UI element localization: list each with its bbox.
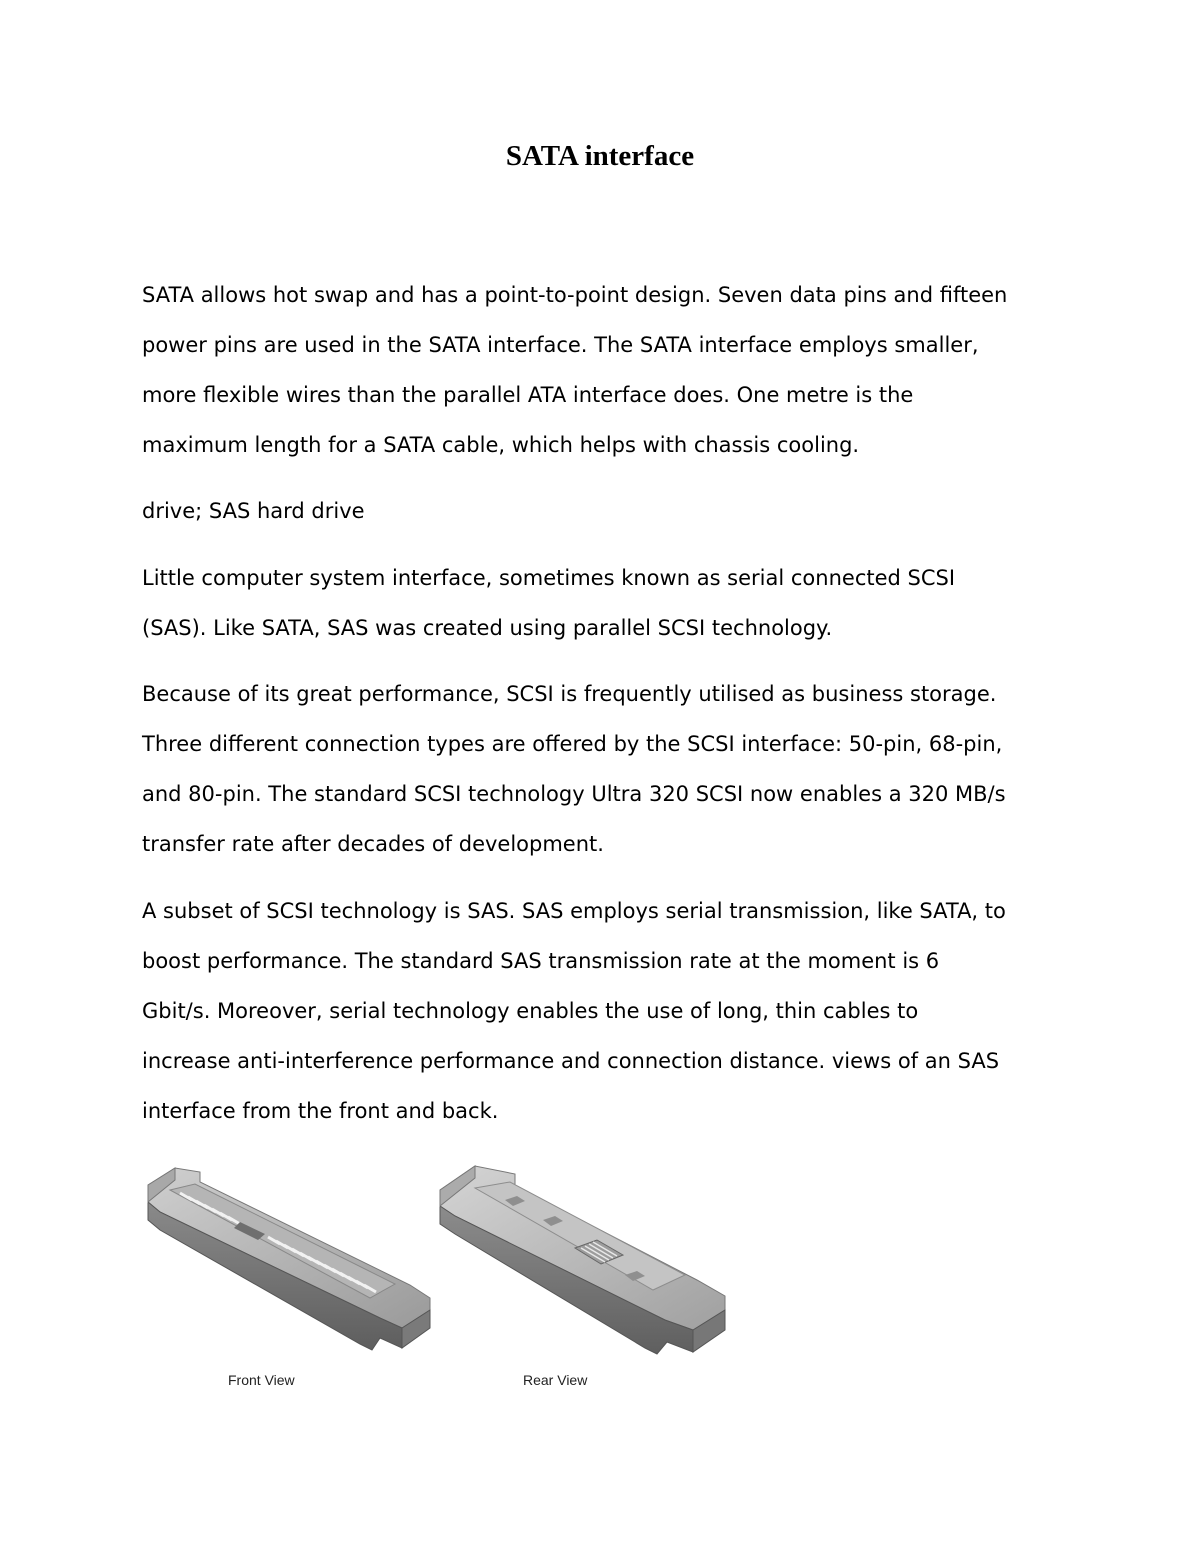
text-line: drive; SAS hard drive xyxy=(142,499,365,523)
sas-rear-view-image xyxy=(435,1160,735,1360)
text-line: Because of its great performance, SCSI is frequently utilised as business storage. xyxy=(142,682,997,706)
text-line: increase anti-interference performance and connection distance. views of an SAS xyxy=(142,1049,1000,1073)
text-line: more flexible wires than the parallel ATA interface does. One metre is the xyxy=(142,383,914,407)
text-line: SATA allows hot swap and has a point-to-point design. Seven data pins and fifteen xyxy=(142,283,1008,307)
text-line: transfer rate after decades of development. xyxy=(142,832,604,856)
text-line: boost performance. The standard SAS transmission rate at the moment is 6 xyxy=(142,949,940,973)
paragraph-scsi xyxy=(142,669,1062,869)
text-line: and 80-pin. The standard SCSI technology Ultra 320 SCSI now enables a 320 MB/s xyxy=(142,782,1006,806)
paragraph-subheading xyxy=(142,486,1062,536)
paragraph-sas xyxy=(142,886,1062,1136)
rear-view-caption: Rear View xyxy=(523,1372,588,1388)
text-line: A subset of SCSI technology is SAS. SAS employs serial transmission, like SATA, to xyxy=(142,899,1006,923)
text-line: Little computer system interface, sometimes known as serial connected SCSI xyxy=(142,566,956,590)
text-line: maximum length for a SATA cable, which helps with chassis cooling. xyxy=(142,433,860,457)
text-line: (SAS). Like SATA, SAS was created using parallel SCSI technology. xyxy=(142,616,833,640)
text-line: interface from the front and back. xyxy=(142,1099,499,1123)
sas-front-view-image xyxy=(140,1160,440,1360)
text-line: Three different connection types are offered by the SCSI interface: 50-pin, 68-pin, xyxy=(142,732,1003,756)
paragraph-sas-intro xyxy=(142,553,1062,653)
front-view-caption: Front View xyxy=(228,1372,295,1388)
paragraph-sata xyxy=(142,270,1062,470)
page-title: SATA interface xyxy=(505,140,695,172)
text-line: Gbit/s. Moreover, serial technology enables the use of long, thin cables to xyxy=(142,999,919,1023)
text-line: power pins are used in the SATA interface. The SATA interface employs smaller, xyxy=(142,333,979,357)
